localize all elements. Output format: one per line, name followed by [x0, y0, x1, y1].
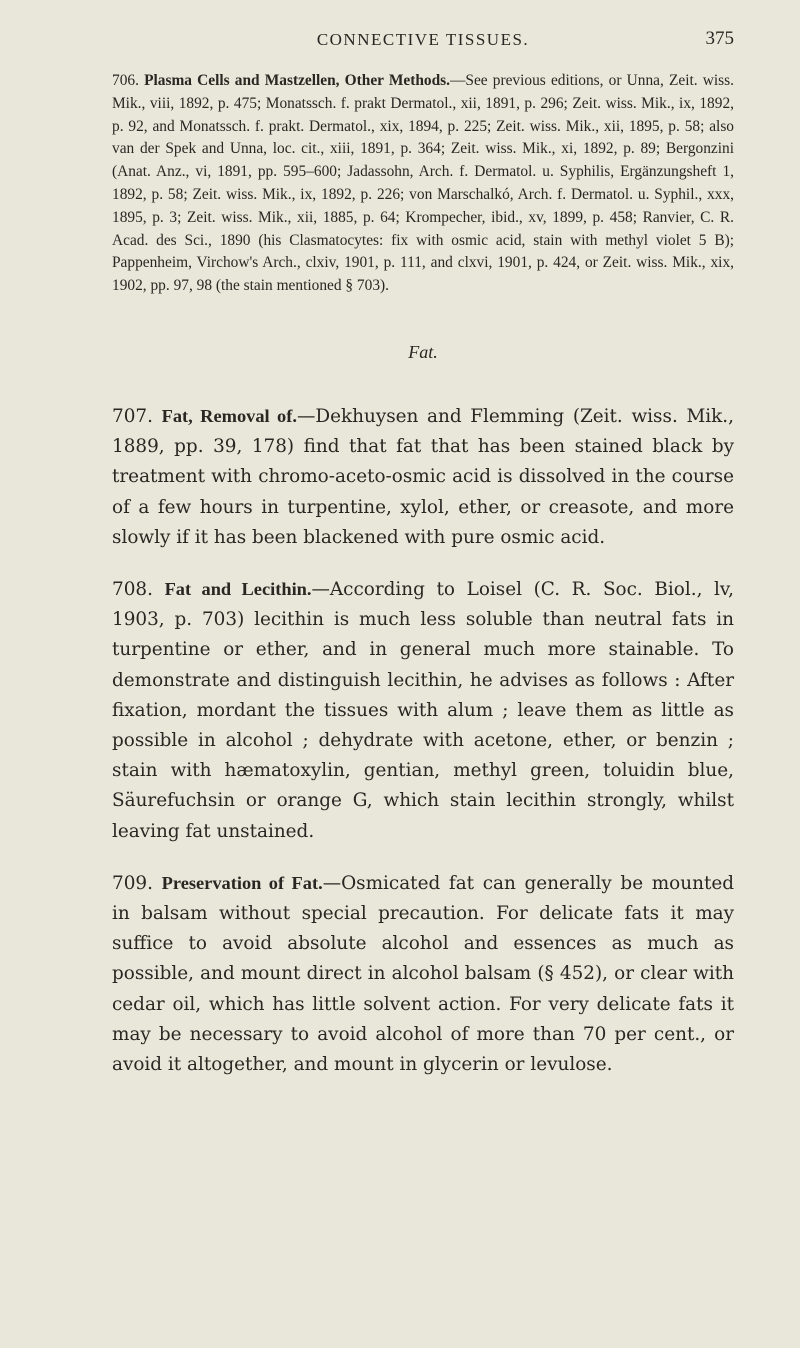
entry-title: Plasma Cells and Mastzellen, Other Methods.	[144, 72, 451, 89]
paragraph-text: —According to Loisel (C. R. Soc. Biol., lv, 1903, p. 703) lecithin is much less soluble than neutral fats in turpentine or ether, and in general much more stainable. To demonstrate and distinguish lecithin, he advises as follows : After fixation, mordant the tissues with alum ; leave them as little as possible in alcohol ; dehydrate with acetone, ether, or benzin ; stain with hæmatoxylin, gentian, methyl green, toluidin blue, Säurefuchsin or orange G, which stain lecithin strongly, whilst leaving fat unstained.	[112, 578, 734, 842]
section-heading-fat: Fat.	[408, 341, 438, 362]
paragraph-title: Fat and Lecithin.	[164, 578, 312, 599]
page-header	[112, 0, 734, 64]
paragraph-707	[112, 401, 734, 553]
running-title: CONNECTIVE TISSUES.	[316, 30, 530, 49]
paragraph-708	[112, 574, 734, 847]
entry-706	[112, 70, 734, 298]
paragraph-text: —Dekhuysen and Flemming (Zeit. wiss. Mik., 1889, pp. 39, 178) find that fat that has been stained black by treatment with chromo-aceto-osmic acid is dissolved in the course of a few hours in turpentine, xylol, ether, or creasote, and more slowly if it has been blackened with pure osmic acid.	[112, 405, 734, 548]
paragraph-number: 707.	[112, 405, 153, 427]
paragraph-number: 709.	[112, 872, 153, 894]
paragraph-709	[112, 868, 734, 1080]
entry-text: —See previous editions, or Unna, Zeit. wiss. Mik., viii, 1892, p. 475; Monatssch. f. prakt Dermatol., xii, 1891, p. 296; Zeit. wiss. Mik., ix, 1892, p. 92, and Monatssch. f. prakt. Dermatol., xix, 1894, p. 225; Zeit. wiss. Mik., xii, 1895, p. 58; also van der Spek and Unna, loc. cit., xiii, 1891, p. 364; Zeit. wiss. Mik., xi, 1892, p. 89; Bergonzini (Anat. Anz., vi, 1891, pp. 595–600; Jadassohn, Arch. f. Dermatol. u. Syphilis, Ergänzungsheft 1, 1892, p. 58; Zeit. wiss. Mik., ix, 1892, p. 226; von Marschalkó, Arch. f. Dermatol. u. Syphil., xxx, 1895, p. 3; Zeit. wiss. Mik., xii, 1885, p. 64; Krompecher, ibid., xv, 1899, p. 458; Ranvier, C. R. Acad. des Sci., 1890 (his Clasmatocytes: fix with osmic acid, stain with methyl violet 5 B); Pappenheim, Virchow's Arch., clxiv, 1901, p. 111, and clxvi, 1901, p. 424, or Zeit. wiss. Mik., xix, 1902, pp. 97, 98 (the stain mentioned § 703).	[112, 72, 734, 295]
paragraph-text: —Osmicated fat can generally be mounted in balsam without special precaution. For delicate fats it may suffice to avoid absolute alcohol and essences as much as possible, and mount direct in alcohol balsam (§ 452), or clear with cedar oil, which has little solvent action. For very delicate fats it may be necessary to avoid alcohol of more than 70 per cent., or avoid it altogether, and mount in glycerin or levulose.	[112, 872, 734, 1076]
paragraph-number: 708.	[112, 578, 153, 600]
entry-number: 706.	[112, 72, 139, 89]
paragraph-title: Fat, Removal of.	[161, 405, 297, 426]
paragraph-title: Preservation of Fat.	[161, 872, 323, 893]
page-number: 375	[705, 28, 734, 49]
